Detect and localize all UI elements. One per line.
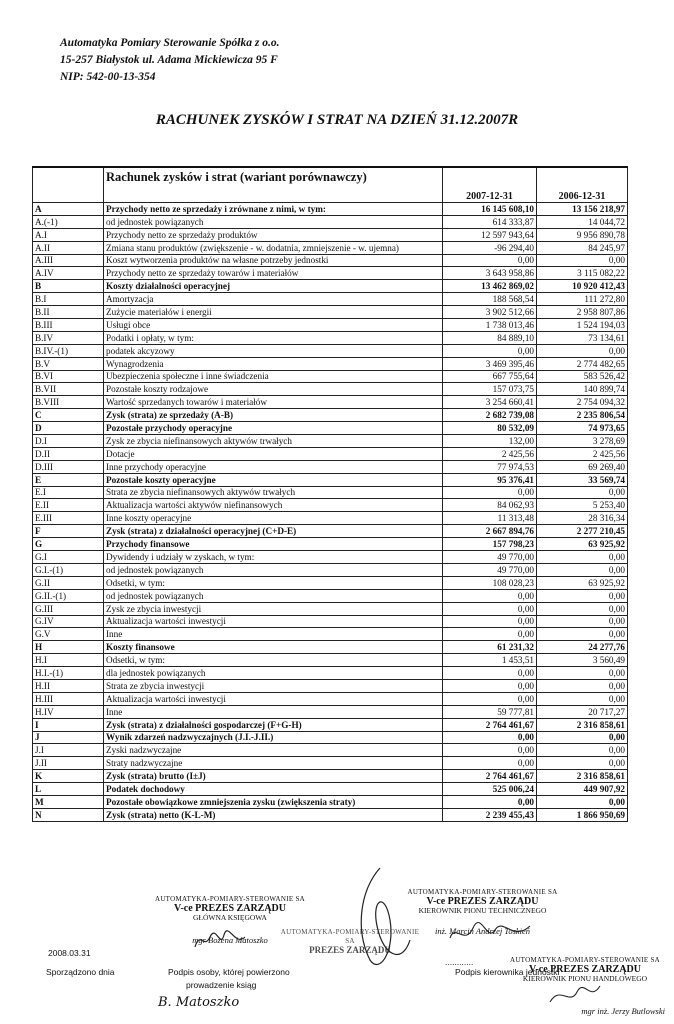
row-value-2007: 157 073,75	[443, 383, 537, 396]
row-value-2007: 2 239 455,43	[443, 808, 537, 821]
row-label: Dotacje	[104, 447, 443, 460]
company-address: 15-257 Białystok ul. Adama Mickiewicza 95 F	[60, 54, 278, 66]
row-value-2007: 95 376,41	[443, 473, 537, 486]
row-code: A.III	[33, 254, 104, 267]
row-value-2007: 0,00	[443, 692, 537, 705]
row-label: Strata ze zbycia inwestycji	[104, 679, 443, 692]
row-value-2006: 13 156 218,97	[537, 203, 628, 216]
header-code-cell	[33, 167, 104, 203]
row-code: B.VI	[33, 370, 104, 383]
row-value-2006: 0,00	[537, 589, 628, 602]
row-code: A.I	[33, 228, 104, 241]
row-label: Zysk (strata) netto (K-L-M)	[104, 808, 443, 821]
table-row	[33, 679, 628, 692]
row-value-2007: -96 294,40	[443, 241, 537, 254]
row-value-2006: 583 526,42	[537, 370, 628, 383]
company-header	[60, 35, 279, 86]
table-row	[33, 654, 628, 667]
row-label: Koszty finansowe	[104, 641, 443, 654]
stamp-line: KIEROWNIK PIONU HANDLOWEGO	[522, 974, 648, 983]
row-value-2006: 2 425,56	[537, 447, 628, 460]
row-code: B.I	[33, 293, 104, 306]
row-label: Zysk (strata) z działalności gospodarczej (F+G-H)	[104, 718, 443, 731]
row-value-2006: 1 524 194,03	[537, 319, 628, 332]
table-row	[33, 215, 628, 228]
table-row	[33, 331, 628, 344]
row-code: H.I	[33, 654, 104, 667]
row-value-2006: 63 925,92	[537, 538, 628, 551]
row-value-2007: 0,00	[443, 744, 537, 757]
row-value-2006: 2 235 806,54	[537, 409, 628, 422]
table-row	[33, 602, 628, 615]
row-code: G.I	[33, 551, 104, 564]
row-value-2007: 108 028,23	[443, 576, 537, 589]
row-value-2006: 20 717,27	[537, 705, 628, 718]
row-value-2007: 0,00	[443, 602, 537, 615]
row-code: J.I	[33, 744, 104, 757]
row-label: Zysk ze zbycia inwestycji	[104, 602, 443, 615]
row-value-2006: 73 134,61	[537, 331, 628, 344]
column-2007-header: 2007-12-31	[443, 167, 537, 203]
table-row	[33, 241, 628, 254]
row-label: Zużycie materiałów i energii	[104, 306, 443, 319]
row-value-2006: 14 044,72	[537, 215, 628, 228]
row-value-2006: 3 115 082,22	[537, 267, 628, 280]
row-code: H.II	[33, 679, 104, 692]
table-row	[33, 718, 628, 731]
row-label: Odsetki, w tym:	[104, 576, 443, 589]
row-value-2007: 0,00	[443, 615, 537, 628]
row-code: D.III	[33, 460, 104, 473]
row-value-2006: 0,00	[537, 731, 628, 744]
table-row	[33, 254, 628, 267]
row-value-2006: 0,00	[537, 667, 628, 680]
table-row	[33, 731, 628, 744]
row-value-2006: 0,00	[537, 563, 628, 576]
table-row	[33, 538, 628, 551]
row-label: Aktualizacja wartości aktywów niefinansowych	[104, 499, 443, 512]
row-value-2006: 0,00	[537, 254, 628, 267]
row-code: G.I.-(1)	[33, 563, 104, 576]
row-value-2006: 140 899,74	[537, 383, 628, 396]
row-value-2007: 0,00	[443, 679, 537, 692]
row-label: od jednostek powiązanych	[104, 215, 443, 228]
table-row	[33, 293, 628, 306]
row-value-2006: 3 278,69	[537, 435, 628, 448]
row-label: Podatki i opłaty, w tym:	[104, 331, 443, 344]
row-value-2006: 0,00	[537, 615, 628, 628]
row-label: Aktualizacja wartości inwestycji	[104, 615, 443, 628]
row-label: Inne	[104, 628, 443, 641]
row-value-2007: 1 738 013,46	[443, 319, 537, 332]
row-value-2007: 2 667 894,76	[443, 525, 537, 538]
row-value-2007: 13 462 869,02	[443, 280, 537, 293]
row-label: Zyski nadzwyczajne	[104, 744, 443, 757]
stamp-line: GŁÓWNA KSIĘGOWA	[193, 913, 267, 922]
table-row	[33, 473, 628, 486]
row-value-2007: 0,00	[443, 589, 537, 602]
table-row	[33, 512, 628, 525]
row-code: F	[33, 525, 104, 538]
row-value-2006: 84 245,97	[537, 241, 628, 254]
row-label: od jednostek powiązanych	[104, 589, 443, 602]
document-title: RACHUNEK ZYSKÓW I STRAT NA DZIEŃ 31.12.2007R	[155, 112, 519, 128]
row-value-2007: 525 006,24	[443, 783, 537, 796]
sign-board-label: Podpis kierownika jednostki	[455, 967, 560, 977]
row-value-2007: 0,00	[443, 628, 537, 641]
row-label: Straty nadzwyczajne	[104, 757, 443, 770]
row-value-2007: 0,00	[443, 731, 537, 744]
stamp-line: AUTOMATYKA-POMIARY-STEROWANIE SA	[280, 928, 420, 945]
table-row	[33, 460, 628, 473]
row-label: Przychody netto ze sprzedaży produktów	[104, 228, 443, 241]
row-code: M	[33, 795, 104, 808]
row-code: J.II	[33, 757, 104, 770]
table-row	[33, 396, 628, 409]
row-code: B.VII	[33, 383, 104, 396]
table-row	[33, 499, 628, 512]
row-value-2007: 0,00	[443, 486, 537, 499]
table-row	[33, 589, 628, 602]
row-code: G.II	[33, 576, 104, 589]
row-value-2007: 0,00	[443, 795, 537, 808]
row-label: podatek akcyzowy	[104, 344, 443, 357]
row-code: K	[33, 770, 104, 783]
stamp-line: V-ce PREZES ZARZĄDU	[173, 903, 287, 914]
prepared-label: Sporządzono dnia	[46, 967, 115, 977]
table-heading: Rachunek zysków i strat (wariant porównawczy)	[104, 167, 443, 203]
table-row	[33, 783, 628, 796]
row-code: N	[33, 808, 104, 821]
row-code: J	[33, 731, 104, 744]
row-label: Zysk (strata) ze sprzedaży (A-B)	[104, 409, 443, 422]
row-value-2006: 0,00	[537, 795, 628, 808]
row-value-2007: 0,00	[443, 344, 537, 357]
row-label: Wartość sprzedanych towarów i materiałów	[104, 396, 443, 409]
prepared-date: 2008.03.31	[48, 948, 91, 958]
row-label: Dywidendy i udziały w zyskach, w tym:	[104, 551, 443, 564]
row-label: Ubezpieczenia społeczne i inne świadczenia	[104, 370, 443, 383]
row-value-2006: 10 920 412,43	[537, 280, 628, 293]
row-value-2007: 49 770,00	[443, 563, 537, 576]
sign-books-label-2: prowadzenie ksiąg	[186, 980, 257, 990]
row-label: Zmiana stanu produktów (zwiększenie - w. dodatnia, zmniejszenie - w. ujemna)	[104, 241, 443, 254]
row-value-2007: 132,00	[443, 435, 537, 448]
row-value-2007: 84 062,93	[443, 499, 537, 512]
stamp-line: AUTOMATYKA-POMIARY-STEROWANIE SA	[509, 956, 661, 964]
column-2006-header: 2006-12-31	[537, 167, 628, 203]
table-row	[33, 551, 628, 564]
row-code: E.II	[33, 499, 104, 512]
table-row	[33, 705, 628, 718]
table-row	[33, 409, 628, 422]
row-value-2007: 3 469 395,46	[443, 357, 537, 370]
row-value-2006: 0,00	[537, 757, 628, 770]
row-value-2007: 2 764 461,67	[443, 770, 537, 783]
row-value-2007: 0,00	[443, 757, 537, 770]
table-row	[33, 203, 628, 216]
row-code: H.I.-(1)	[33, 667, 104, 680]
row-value-2007: 614 333,87	[443, 215, 537, 228]
row-value-2006: 33 569,74	[537, 473, 628, 486]
row-value-2006: 5 253,40	[537, 499, 628, 512]
row-value-2007: 12 597 943,64	[443, 228, 537, 241]
row-value-2007: 188 568,54	[443, 293, 537, 306]
row-code: G.IV	[33, 615, 104, 628]
signature-technical-director	[445, 918, 535, 948]
row-label: Koszt wytworzenia produktów na własne potrzeby jednostki	[104, 254, 443, 267]
row-label: Zysk ze zbycia niefinansowych aktywów trwałych	[104, 435, 443, 448]
row-code: H.III	[33, 692, 104, 705]
table-row	[33, 228, 628, 241]
stamp-line: KIEROWNIK PIONU TECHNICZNEGO	[418, 906, 547, 915]
income-statement-table	[32, 166, 628, 822]
company-nip: NIP: 542-00-13-354	[60, 71, 156, 83]
row-value-2007: 0,00	[443, 254, 537, 267]
table-row	[33, 615, 628, 628]
row-value-2006: 0,00	[537, 628, 628, 641]
row-value-2007: 2 425,56	[443, 447, 537, 460]
table-header-row	[33, 167, 628, 203]
row-value-2006: 449 907,92	[537, 783, 628, 796]
table-row	[33, 576, 628, 589]
row-value-2007: 2 764 461,67	[443, 718, 537, 731]
row-value-2007: 77 974,53	[443, 460, 537, 473]
row-code: A	[33, 203, 104, 216]
row-value-2007: 157 798,23	[443, 538, 537, 551]
stamp-line: V-ce PREZES ZARZĄDU	[528, 964, 642, 975]
row-label: Koszty działalności operacyjnej	[104, 280, 443, 293]
row-code: D.II	[33, 447, 104, 460]
row-label: Aktualizacja wartości inwestycji	[104, 692, 443, 705]
company-name: Automatyka Pomiary Sterowanie Spółka z o.o.	[60, 37, 280, 49]
stamp-name: mgr inż. Jerzy Butlowski	[581, 1006, 665, 1016]
row-value-2006: 0,00	[537, 692, 628, 705]
row-value-2006: 74 973,65	[537, 422, 628, 435]
row-value-2007: 2 682 739,08	[443, 409, 537, 422]
row-code: D.I	[33, 435, 104, 448]
table-row	[33, 795, 628, 808]
table-row	[33, 370, 628, 383]
row-code: B.IV.-(1)	[33, 344, 104, 357]
row-label: Wynagrodzenia	[104, 357, 443, 370]
row-code: I	[33, 718, 104, 731]
row-code: D	[33, 422, 104, 435]
row-label: Zysk (strata) brutto (I±J)	[104, 770, 443, 783]
handwritten-signature-text: B. Matoszko	[158, 995, 240, 1010]
row-value-2007: 3 254 660,41	[443, 396, 537, 409]
row-code: B	[33, 280, 104, 293]
table-row	[33, 641, 628, 654]
table-row	[33, 692, 628, 705]
row-value-2006: 1 866 950,69	[537, 808, 628, 821]
row-value-2007: 1 453,51	[443, 654, 537, 667]
row-value-2006: 28 316,34	[537, 512, 628, 525]
row-value-2006: 0,00	[537, 679, 628, 692]
row-value-2006: 0,00	[537, 744, 628, 757]
row-label: Zysk (strata) z działalności operacyjnej (C+D-E)	[104, 525, 443, 538]
row-code: E.I	[33, 486, 104, 499]
row-code: A.IV	[33, 267, 104, 280]
table-row	[33, 344, 628, 357]
sign-books-label-1: Podpis osoby, której powierzono	[168, 967, 290, 977]
row-label: Przychody netto ze sprzedaży towarów i materiałów	[104, 267, 443, 280]
table-row	[33, 486, 628, 499]
row-label: Pozostałe przychody operacyjne	[104, 422, 443, 435]
row-code: A.(-1)	[33, 215, 104, 228]
row-value-2006: 69 269,40	[537, 460, 628, 473]
row-label: Inne	[104, 705, 443, 718]
row-value-2006: 3 560,49	[537, 654, 628, 667]
row-value-2006: 0,00	[537, 551, 628, 564]
table-row	[33, 435, 628, 448]
table-row	[33, 280, 628, 293]
row-code: B.IV	[33, 331, 104, 344]
signature-sales-director	[545, 980, 605, 1010]
table-row	[33, 319, 628, 332]
row-code: G.V	[33, 628, 104, 641]
signature-chief-accountant	[190, 925, 250, 955]
row-label: Inne przychody operacyjne	[104, 460, 443, 473]
stamp-line: V-ce PREZES ZARZĄDU	[426, 896, 539, 907]
row-code: B.VIII	[33, 396, 104, 409]
row-value-2007: 16 145 608,10	[443, 203, 537, 216]
table-row	[33, 422, 628, 435]
stamp-name: inż. Marcin Andrzej Toskień	[434, 926, 531, 936]
row-value-2006: 2 958 807,86	[537, 306, 628, 319]
row-value-2006: 0,00	[537, 344, 628, 357]
row-code: B.II	[33, 306, 104, 319]
row-value-2006: 2 316 858,61	[537, 718, 628, 731]
row-label: Wynik zdarzeń nadzwyczajnych (J.I.-J.II.)	[104, 731, 443, 744]
row-value-2007: 3 643 958,86	[443, 267, 537, 280]
row-code: B.V	[33, 357, 104, 370]
table-row	[33, 757, 628, 770]
stamp-line: AUTOMATYKA-POMIARY-STEROWANIE SA	[154, 895, 306, 903]
table-row	[33, 628, 628, 641]
row-label: Usługi obce	[104, 319, 443, 332]
row-label: Pozostałe koszty operacyjne	[104, 473, 443, 486]
table-row	[33, 525, 628, 538]
row-code: A.II	[33, 241, 104, 254]
row-label: Przychody netto ze sprzedaży i zrównane z nimi, w tym:	[104, 203, 443, 216]
row-code: G.II.-(1)	[33, 589, 104, 602]
row-value-2006: 24 277,76	[537, 641, 628, 654]
row-value-2007: 11 313,48	[443, 512, 537, 525]
row-value-2007: 61 231,32	[443, 641, 537, 654]
table-row	[33, 808, 628, 821]
row-value-2007: 59 777,81	[443, 705, 537, 718]
row-value-2007: 80 532,09	[443, 422, 537, 435]
row-label: dla jednostek powiązanych	[104, 667, 443, 680]
row-code: B.III	[33, 319, 104, 332]
table-row	[33, 447, 628, 460]
stamp-line: AUTOMATYKA-POMIARY-STEROWANIE SA	[407, 888, 558, 896]
stamp-name: mgr Bożena Matoszko	[192, 935, 268, 945]
row-value-2006: 63 925,92	[537, 576, 628, 589]
row-label: Odsetki, w tym:	[104, 654, 443, 667]
row-label: od jednostek powiązanych	[104, 563, 443, 576]
table-row	[33, 667, 628, 680]
row-code: E.III	[33, 512, 104, 525]
row-value-2007: 667 755,64	[443, 370, 537, 383]
row-code: G.III	[33, 602, 104, 615]
row-code: G	[33, 538, 104, 551]
row-value-2006: 2 774 482,65	[537, 357, 628, 370]
signature-president	[340, 860, 420, 980]
row-value-2007: 49 770,00	[443, 551, 537, 564]
row-label: Strata ze zbycia niefinansowych aktywów trwałych	[104, 486, 443, 499]
row-label: Podatek dochodowy	[104, 783, 443, 796]
row-label: Przychody finansowe	[104, 538, 443, 551]
row-value-2006: 2 754 094,32	[537, 396, 628, 409]
row-value-2006: 0,00	[537, 602, 628, 615]
row-label: Pozostałe obowiązkowe zmniejszenia zysku (zwiększenia straty)	[104, 795, 443, 808]
table-row	[33, 357, 628, 370]
row-value-2006: 9 956 890,78	[537, 228, 628, 241]
row-value-2007: 3 902 512,66	[443, 306, 537, 319]
table-row	[33, 770, 628, 783]
dots: ............	[445, 957, 474, 967]
row-code: H	[33, 641, 104, 654]
row-value-2006: 2 277 210,45	[537, 525, 628, 538]
row-value-2007: 84 889,10	[443, 331, 537, 344]
table-row	[33, 563, 628, 576]
row-label: Pozostałe koszty rodzajowe	[104, 383, 443, 396]
table-row	[33, 267, 628, 280]
row-value-2006: 2 316 858,61	[537, 770, 628, 783]
row-label: Inne koszty operacyjne	[104, 512, 443, 525]
table-row	[33, 383, 628, 396]
row-code: E	[33, 473, 104, 486]
stamp-line: PREZES ZARZĄDU	[309, 945, 391, 955]
row-code: H.IV	[33, 705, 104, 718]
row-value-2006: 111 272,80	[537, 293, 628, 306]
table-row	[33, 306, 628, 319]
row-value-2006: 0,00	[537, 486, 628, 499]
row-label: Amortyzacja	[104, 293, 443, 306]
row-code: C	[33, 409, 104, 422]
row-value-2007: 0,00	[443, 667, 537, 680]
row-code: L	[33, 783, 104, 796]
table-row	[33, 744, 628, 757]
